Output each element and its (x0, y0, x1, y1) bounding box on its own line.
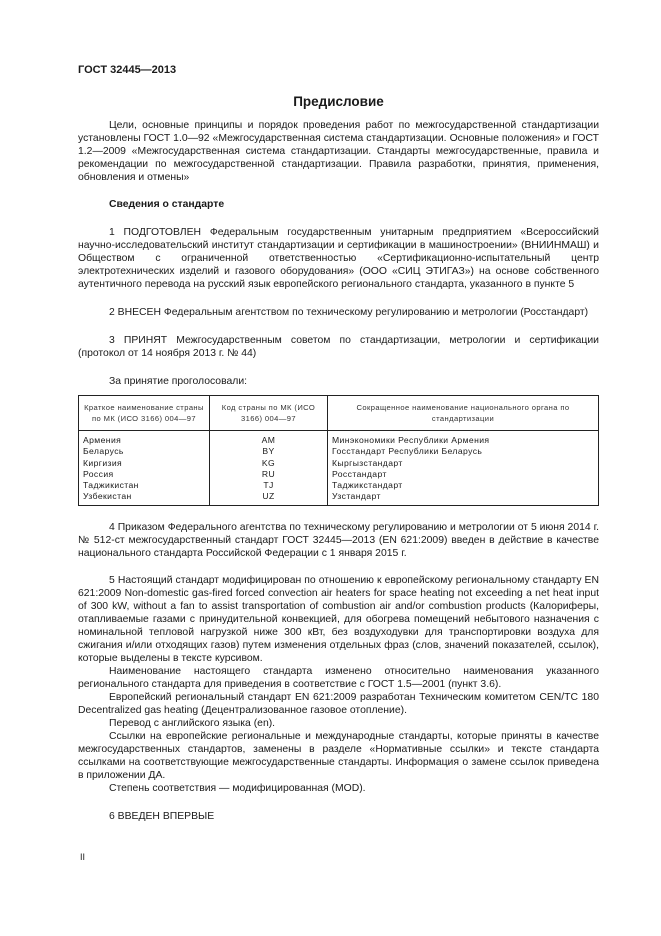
table-header-row (79, 396, 599, 431)
item-1: 1 ПОДГОТОВЛЕН Федеральным государственным унитарным предприятием «Всероссийский научно-исследовательский институт стандартизации и сертификации в машиностроении» (ВНИИНМАШ) и Обществом с ограниченной ответственностью «Сертификационно-испытательный центр электротехнических изделий и газового оборудования» (ООО «СИЦ ЭТИГАЗ») на основе собственного аутентичного перевода на русский язык европейского регионального стандарта, указанного в пункте 5 (78, 227, 599, 290)
country-name-cell: Беларусь (79, 446, 210, 457)
national-body-cell: Таджикстандарт (328, 480, 599, 491)
table-row (79, 458, 599, 469)
voting-table (78, 395, 599, 506)
country-code-cell: RU (210, 469, 328, 480)
country-name-cell: Россия (79, 469, 210, 480)
table-row (79, 480, 599, 491)
section-heading: Сведения о стандарте (109, 199, 225, 210)
national-body-cell: Росстандарт (328, 469, 599, 480)
item-5-committee: Европейский региональный стандарт EN 621:2009 разработан Техническим комитетом CEN/TC 180 Decentralized gas heating (Децентрализованное газовое отопление). (78, 691, 599, 716)
country-name-cell: Узбекистан (79, 491, 210, 505)
country-code-cell: AM (210, 431, 328, 447)
document-id: ГОСТ 32445—2013 (78, 64, 177, 76)
country-code-cell: UZ (210, 491, 328, 505)
national-body-cell: Минэкономики Республики Армения (328, 431, 599, 447)
column-header: Код страны по МК (ИСО 3166) 004—97 (210, 396, 328, 431)
voted-label: За принятие проголосовали: (109, 376, 248, 387)
national-body-cell: Кыргызстандарт (328, 458, 599, 469)
country-code-cell: KG (210, 458, 328, 469)
item-4: 4 Приказом Федерального агентства по техническому регулированию и метрологии от 5 июня 2014 г. № 512-ст межгосударственный стандарт ГОСТ 32445—2013 (EN 621:2009) введен в действие в качестве национального стандарта Российской Федерации с 1 января 2015 г. (78, 521, 599, 559)
item-5-references: Ссылки на европейские региональные и международные стандарты, которые приняты в качестве межгосударственных стандартов, заменены в разделе «Нормативные ссылки» и тексте стандарта ссылками на соответствующие межгосударственные стандарты. Информация о замене ссылок приведена в приложении ДА. (78, 730, 599, 781)
column-header: Краткое наименование страны по МК (ИСО 3166) 004—97 (79, 396, 210, 431)
page-title: Предисловие (293, 94, 384, 109)
page-number: II (80, 852, 86, 862)
item-5-translation: Перевод с английского языка (en). (109, 717, 276, 729)
national-body-cell: Госстандарт Республики Беларусь (328, 446, 599, 457)
table-row (79, 469, 599, 480)
table-row (79, 491, 599, 505)
national-body-cell: Узстандарт (328, 491, 599, 505)
item-3: 3 ПРИНЯТ Межгосударственным советом по стандартизации, метрологии и сертификации (протокол от 14 ноября 2013 г. № 44) (78, 335, 599, 359)
table-row (79, 446, 599, 457)
item-6: 6 ВВЕДЕН ВПЕРВЫЕ (109, 810, 215, 822)
document-page (78, 64, 599, 823)
country-name-cell: Киргизия (79, 458, 210, 469)
column-header: Сокращенное наименование национального органа по стандартизации (328, 396, 599, 431)
country-code-cell: TJ (210, 480, 328, 491)
item-5-degree: Степень соответствия — модифицированная (MOD). (109, 782, 366, 794)
table-row (79, 431, 599, 447)
intro-paragraph: Цели, основные принципы и порядок проведения работ по межгосударственной стандартизации установлены ГОСТ 1.0—92 «Межгосударственная система стандартизации. Основные положения» и ГОСТ 1.2—2009 «Межгосударственная система стандартизации. Стандарты межгосударственные, правила и рекомендации по межгосударственной стандартизации. Правила разработки, принятия, применения, обновления и отмены» (78, 120, 599, 183)
item-5-name-note: Наименование настоящего стандарта изменено относительно наименования указанного регионального стандарта для приведения в соответствие с ГОСТ 1.5—2001 (пункт 3.6). (78, 665, 599, 690)
country-name-cell: Армения (79, 431, 210, 447)
item-2: 2 ВНЕСЕН Федеральным агентством по техническому регулированию и метрологии (Росстандарт) (109, 307, 589, 318)
country-name-cell: Таджикистан (79, 480, 210, 491)
item-5: 5 Настоящий стандарт модифицирован по отношению к европейскому региональному стандарту EN 621:2009 Non-domestic gas-fired forced convection air heaters for space heating not exceeding a net heat input of 300 kW, without a fan to assist transportation of combustion air and/or combustion products (Калориферы, отапливаемые газами с принудительной конвекцией, для обогрева помещений небытового назначения с номинальной тепловой нагрузкой ниже 300 кВт, без воздуходувки для транспортировки воздуха для сжигания и/или отходящих газов) путем изменения отдельных фраз (слов, значений показателей, ссылок), которые выделены в тексте курсивом. (78, 574, 599, 664)
country-code-cell: BY (210, 446, 328, 457)
